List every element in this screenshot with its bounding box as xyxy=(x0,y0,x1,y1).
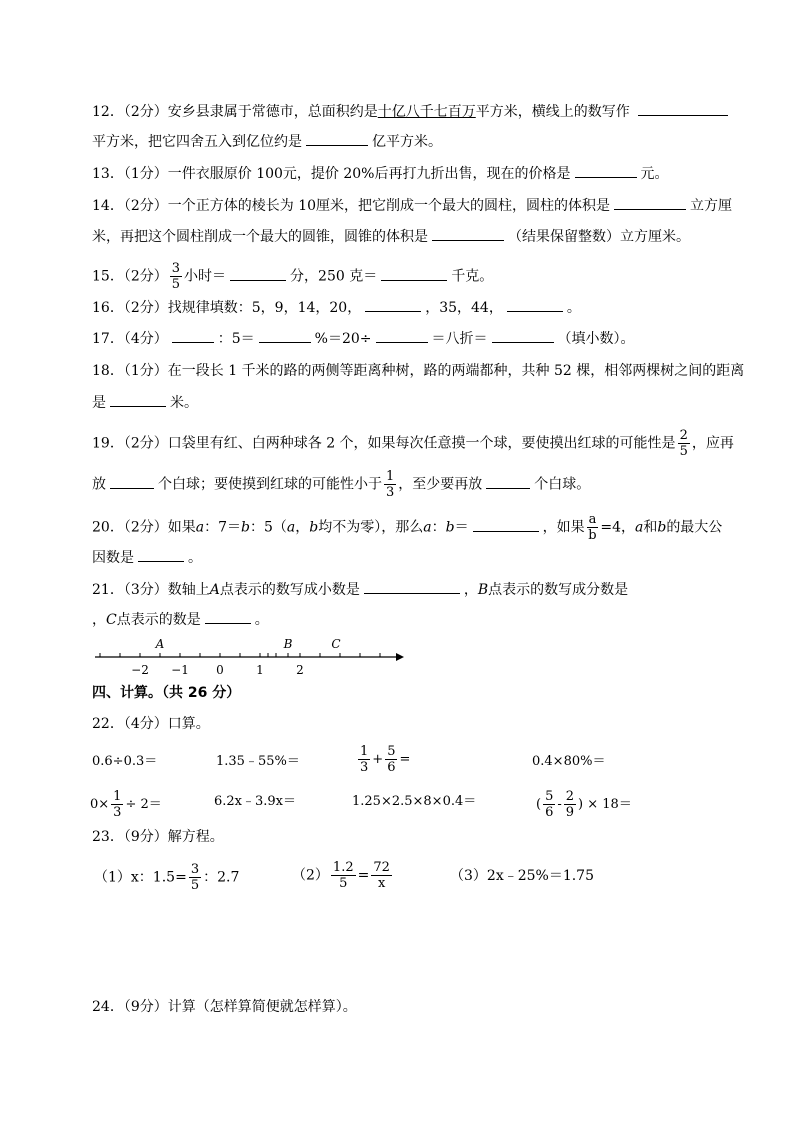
q12-line1: 12．（2分）安乡县隶属于常德市，总面积约是十亿八千七百万平方米，横线上的数写作 xyxy=(92,101,732,122)
calc-item: ( $\frac{5}{6}$ - $\frac{2}{9}$ ) × 18＝ xyxy=(536,789,632,820)
number-line xyxy=(92,632,412,678)
answer-blank[interactable] xyxy=(306,131,368,146)
answer-blank[interactable] xyxy=(486,474,530,489)
answer-blank[interactable] xyxy=(230,266,286,281)
section-heading: 四、计算。（共 26 分） xyxy=(92,685,241,701)
point-label-c: C xyxy=(331,637,341,651)
equation-2: （2） $\frac{1.2}{5}$ = $\frac{72}{x}$ xyxy=(292,860,390,891)
answer-blank[interactable] xyxy=(138,547,184,562)
q21-line2: ，C点表示的数是 。 xyxy=(92,609,269,630)
answer-blank[interactable] xyxy=(364,579,460,594)
q22-line: 22．（4分）口算。 xyxy=(92,716,210,732)
q16-line: 16．（2分）找规律填数：5，9，14，20， ，35，44， 。 xyxy=(92,297,581,318)
tick-label: −2 xyxy=(131,663,149,677)
answer-blank[interactable] xyxy=(473,517,539,532)
answer-blank[interactable] xyxy=(432,226,504,241)
tick-label: 2 xyxy=(296,663,304,677)
answer-blank[interactable] xyxy=(507,297,563,312)
fraction: $\frac{a}{b}$ xyxy=(588,512,597,543)
calc-item: 1.25×2.5×8×0.4＝ xyxy=(352,794,477,809)
q14-line1: 14．（2分）一个正方体的棱长为 10厘米，把它削成一个最大的圆柱，圆柱的体积是 立方厘 xyxy=(92,195,732,216)
answer-blank[interactable] xyxy=(365,297,421,312)
answer-blank[interactable] xyxy=(575,163,637,178)
answer-blank[interactable] xyxy=(110,392,166,407)
q17-line: 17．（4分） ：5＝ %＝20÷ ＝八折＝ （填小数）。 xyxy=(92,328,635,349)
equation-1: （1）x：1.5= $\frac{3}{5}$ ：2.7 xyxy=(94,862,240,893)
tick-label: 0 xyxy=(216,663,224,677)
tick-label: −1 xyxy=(171,663,189,677)
calc-item: $\frac{1}{3}$ + $\frac{5}{6}$ = xyxy=(360,744,411,775)
q13-line: 13．（1分）一件衣服原价 100元，提价 20%后再打九折出售，现在的价格是 元。 xyxy=(92,163,669,184)
q21-line1: 21．（3分）数轴上A点表示的数写成小数是 ，B点表示的数写成分数是 xyxy=(92,579,628,600)
q24-line: 24．（9分）计算（怎样算简便就怎样算）。 xyxy=(92,999,357,1015)
fraction: $\frac{2}{5}$ xyxy=(679,428,688,459)
answer-blank[interactable] xyxy=(205,609,251,624)
answer-blank[interactable] xyxy=(110,474,154,489)
q19-line2: 放 个白球；要使摸到红球的可能性小于 $\frac{1}{3}$ ，至少要再放 个白球。 xyxy=(92,469,591,500)
answer-blank[interactable] xyxy=(259,328,311,343)
q23-line: 23．（9分）解方程。 xyxy=(92,829,224,845)
point-label-b: B xyxy=(283,637,293,651)
q18-line1: 18．（1分）在一段长 1 千米的路的两侧等距离种树，路的两端都种，共种 52 棵，相邻两棵树之间的距离 xyxy=(92,363,745,379)
fraction: $\frac{3}{5}$ xyxy=(171,261,181,292)
calc-item: 0.4×80%＝ xyxy=(532,754,606,769)
q14-line2: 米，再把这个圆柱削成一个最大的圆锥，圆锥的体积是 （结果保留整数）立方厘米。 xyxy=(92,226,690,247)
q20-line2: 因数是 。 xyxy=(92,547,202,568)
answer-blank[interactable] xyxy=(492,328,554,343)
point-label-a: A xyxy=(155,637,165,651)
q20-line1: 20．（2分）如果a：7＝b：5（a，b均不为零），那么a：b＝ ，如果 $\frac{a}{b}$ =4，a和b的最大公 xyxy=(92,512,723,543)
answer-blank[interactable] xyxy=(381,266,447,281)
q18-line2: 是 米。 xyxy=(92,392,198,413)
q19-line1: 19．（2分）口袋里有红、白两种球各 2 个，如果每次任意摸一个球，要使摸出红球的可能性是 $\frac{2}{5}$ ，应再 xyxy=(92,428,734,459)
fraction: $\frac{1}{3}$ xyxy=(386,469,395,500)
underlined-number: 十亿八千七百万 xyxy=(377,104,476,120)
answer-blank[interactable] xyxy=(614,195,686,210)
calc-item: 0.6÷0.3＝ xyxy=(92,754,158,769)
q12-line2: 平方米，把它四舍五入到亿位约是 亿平方米。 xyxy=(92,131,442,152)
q15-line: 15．（2分） $\frac{3}{5}$ 小时＝ 分，250 克＝ 千克。 xyxy=(92,261,494,292)
tick-label: 1 xyxy=(256,663,264,677)
answer-blank[interactable] xyxy=(172,328,214,343)
answer-blank[interactable] xyxy=(638,101,728,116)
calc-item: 1.35﹣55%＝ xyxy=(216,754,300,769)
equation-3: （3）2x﹣25%＝1.75 xyxy=(450,868,594,884)
answer-blank[interactable] xyxy=(376,328,428,343)
calc-item: 0× $\frac{1}{3}$ ÷ 2＝ xyxy=(90,789,162,820)
calc-item: 6.2x﹣3.9x＝ xyxy=(214,794,297,809)
